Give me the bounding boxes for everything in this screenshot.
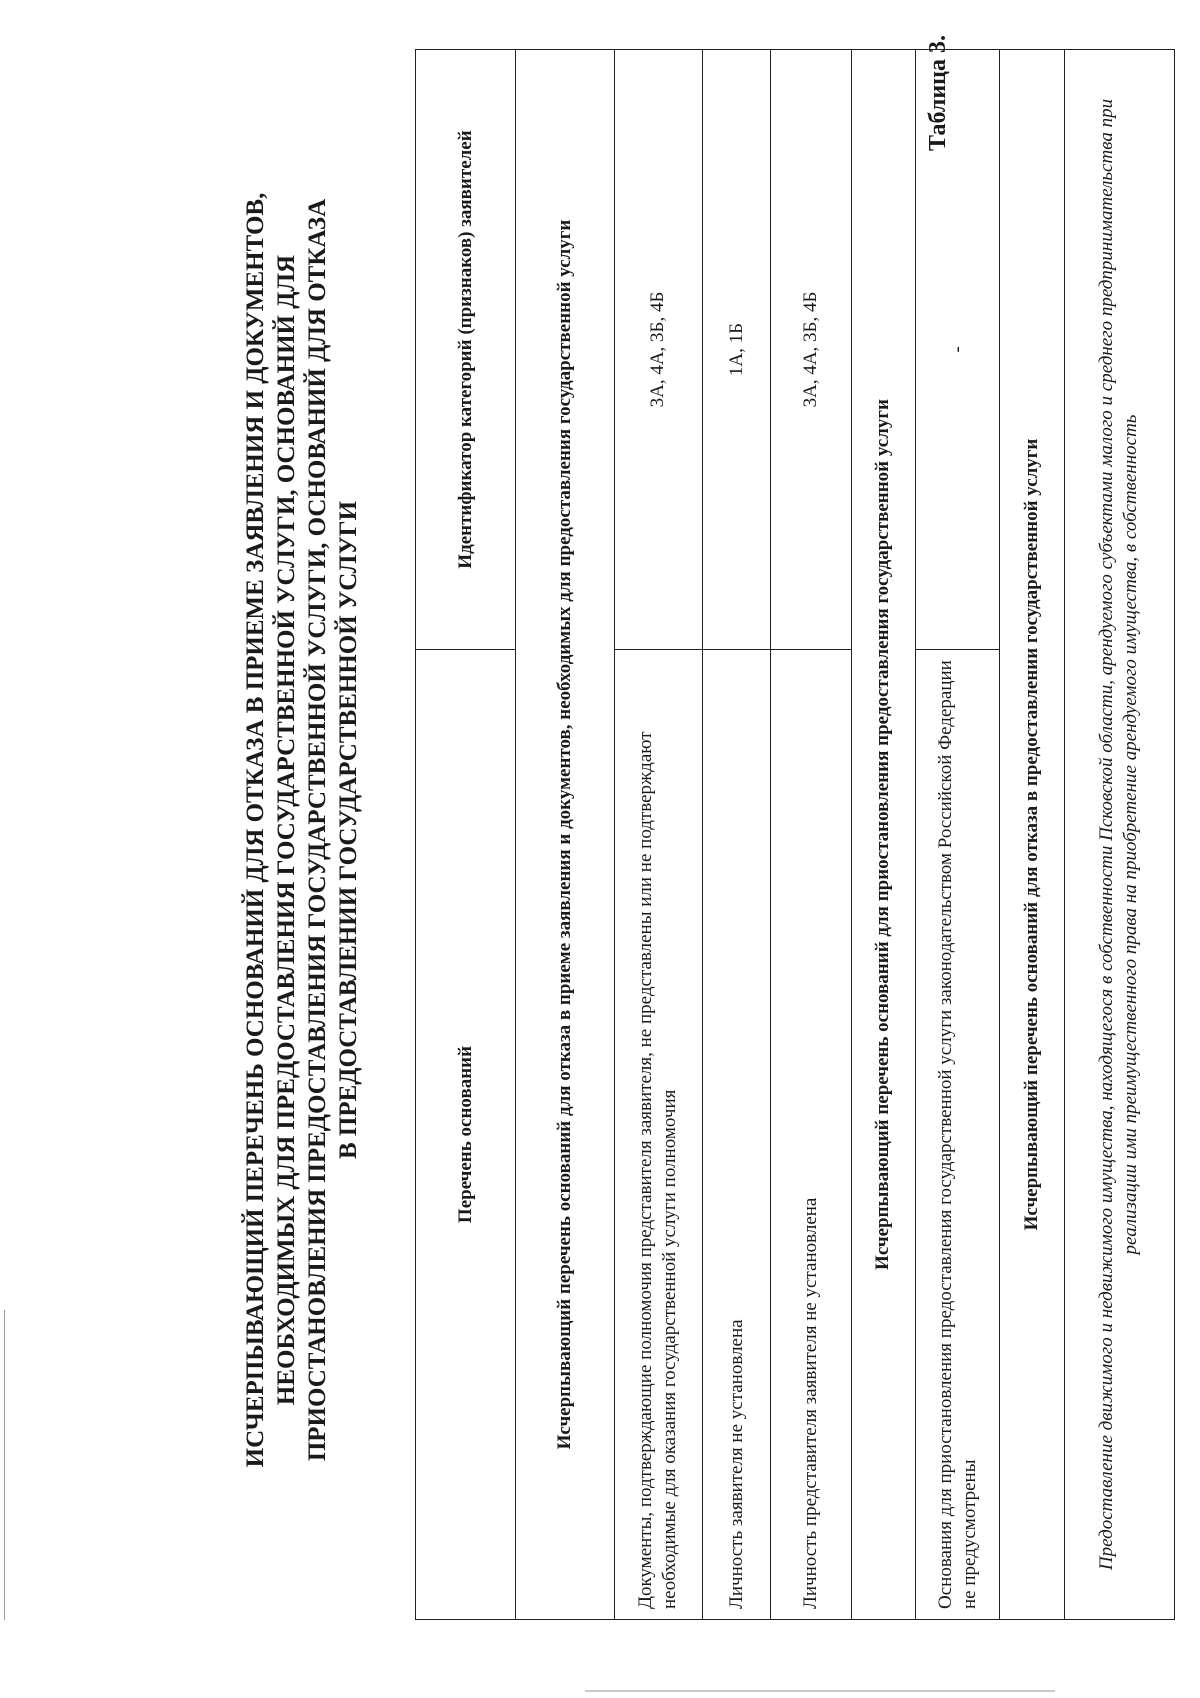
scan-artifact-line-bottom [585,1690,1055,1692]
section-title: Исчерпывающий перечень оснований для отказа в приеме заявления и документов, необходимых для предоставления государственной услуги [516,50,614,1620]
basis-cell: Личность заявителя не установлена [703,650,771,1620]
document-title [240,170,364,1490]
scan-artifact-line [4,1310,5,1620]
table-row [614,50,702,1620]
identifier-cell: - [915,50,999,650]
title-line-1: ИСЧЕРПЫВАЮЩИЙ ПЕРЕЧЕНЬ ОСНОВАНИЙ ДЛЯ ОТКАЗА В ПРИЕМЕ ЗАЯВЛЕНИЯ И ДОКУМЕНТОВ, [242,192,269,1468]
basis-cell: Документы, подтверждающие полномочия представителя заявителя, не представлены или не подтверждают необходимые для оказания государственной услуги полномочия [614,650,702,1620]
title-line-4: В ПРЕДОСТАВЛЕНИИ ГОСУДАРСТВЕННОЙ УСЛУГИ [335,500,362,1160]
section-row-refusal-provision [1000,50,1064,1620]
title-line-3: ПРИОСТАНОВЛЕНИЯ ПРЕДОСТАВЛЕНИЯ ГОСУДАРСТВЕННОЙ УСЛУГИ, ОСНОВАНИЙ ДЛЯ ОТКАЗА [304,198,331,1462]
title-line-2: НЕОБХОДИМЫХ ДЛЯ ПРЕДОСТАВЛЕНИЯ ГОСУДАРСТВЕННОЙ УСЛУГИ, ОСНОВАНИЙ ДЛЯ [273,254,300,1406]
table-row [915,50,999,1620]
rotated-page [25,30,1175,1630]
section-row-suspension [851,50,915,1620]
table-row [771,50,851,1620]
table-number: Таблица 3. [925,35,951,151]
identifier-cell: 3А, 4А, 3Б, 4Б [771,50,851,650]
table-row [703,50,771,1620]
section-title: Исчерпывающий перечень оснований для отказа в предоставлении государственной услуги [1000,50,1064,1620]
section-title: Исчерпывающий перечень оснований для приостановления предоставления государственной услуги [851,50,915,1620]
header-identifier: Идентификатор категорий (признаков) заявителей [416,50,516,650]
footer-note-row [1064,50,1174,1620]
identifier-cell: 1А, 1Б [703,50,771,650]
grounds-table [415,49,1175,1620]
header-basis: Перечень оснований [416,650,516,1620]
footer-note: Предоставление движимого и недвижимого имущества, находящегося в собственности Псковской области, арендуемого субъектами малого и среднего предпринимательства при реализации ими преимущественного права на приобретение арендуемого имущества, в собственность [1064,50,1174,1620]
identifier-cell: 3А, 4А, 3Б, 4Б [614,50,702,650]
basis-cell: Основания для приостановления предоставления государственной услуги законодательством Российской Федерации не предусмотрены [915,650,999,1620]
section-row-refusal-acceptance [516,50,614,1620]
basis-cell: Личность представителя заявителя не установлена [771,650,851,1620]
table-header-row [416,50,516,1620]
